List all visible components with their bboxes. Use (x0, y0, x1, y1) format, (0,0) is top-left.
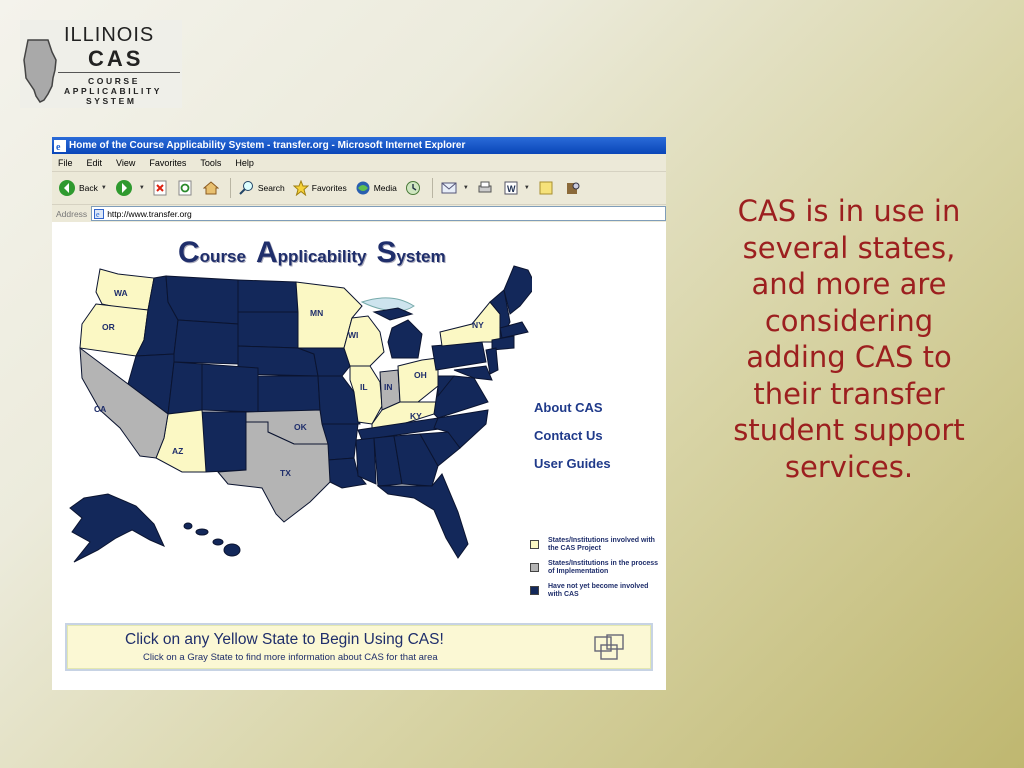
label-ky: KY (410, 411, 422, 421)
ie-icon (54, 140, 66, 152)
title-applicability: pplicability (277, 247, 367, 266)
edit-button[interactable] (504, 181, 530, 195)
menu-file[interactable]: File (58, 157, 73, 168)
media-button[interactable] (355, 180, 397, 196)
mail-dropdown-icon: ▼ (462, 185, 469, 191)
state-ak (70, 494, 164, 562)
star-icon (293, 180, 309, 196)
side-text-line: services. (784, 449, 914, 484)
svg-text:e: e (96, 209, 100, 219)
toolbar-separator (230, 178, 231, 198)
side-text-line: student support (733, 413, 965, 447)
logo-course-text: COURSE (88, 76, 140, 86)
logo-applicability-text: APPLICABILITY (64, 86, 163, 96)
menu-bar (52, 154, 666, 172)
side-text-line: their transfer (753, 376, 945, 411)
label-wa: WA (114, 288, 128, 298)
about-cas-link[interactable]: About CAS (534, 400, 603, 415)
title-s: S (376, 236, 397, 269)
legend-item-involved (530, 537, 660, 553)
slide-body-text (708, 193, 990, 485)
address-bar (52, 205, 666, 223)
address-label: Address (56, 208, 88, 219)
logo-divider (58, 72, 180, 73)
title-c: C (178, 236, 200, 269)
illinois-cas-logo (20, 20, 182, 108)
instruction-banner (65, 623, 653, 671)
banner-sub-text: Click on a Gray State to find more information about CAS for that area (143, 652, 438, 663)
mail-button[interactable] (441, 181, 469, 195)
edit-dropdown-icon: ▼ (523, 185, 530, 191)
cube-logo-icon (593, 633, 627, 661)
map-legend (530, 537, 660, 606)
legend-swatch-navy (530, 586, 539, 595)
forward-button[interactable] (115, 179, 145, 197)
state-ny (440, 302, 500, 346)
favorites-button[interactable] (293, 180, 347, 196)
address-url: http://www.transfer.org (107, 208, 192, 219)
label-az: AZ (172, 446, 184, 456)
discuss-button[interactable] (538, 180, 557, 196)
label-mn: MN (310, 308, 324, 318)
label-il: IL (360, 382, 368, 392)
state-sd (238, 312, 298, 348)
stop-button[interactable] (153, 180, 170, 196)
side-text-line: considering (764, 303, 934, 338)
forward-arrow-icon (115, 179, 133, 197)
messenger-button[interactable] (565, 180, 584, 196)
legend-label: Have not yet become involved with CAS (548, 583, 649, 599)
print-button[interactable] (477, 181, 496, 195)
mail-icon (441, 181, 457, 195)
media-icon (355, 180, 371, 196)
state-hi (184, 523, 240, 556)
state-nm (202, 412, 246, 472)
svg-text:W: W (506, 184, 516, 194)
label-or: OR (102, 322, 115, 332)
state-wy (174, 320, 238, 364)
state-pa (432, 342, 486, 370)
home-button[interactable] (203, 180, 222, 196)
legend-item-not-involved (530, 583, 660, 599)
state-nd (238, 280, 298, 312)
state-co (202, 364, 258, 412)
user-guides-link[interactable]: User Guides (534, 456, 611, 471)
research-icon (565, 180, 581, 196)
label-ca: CA (94, 404, 107, 414)
search-label: Search (257, 183, 285, 193)
state-mi-lower (388, 320, 422, 358)
history-button[interactable] (405, 180, 424, 196)
word-doc-icon (504, 181, 518, 195)
label-wi: WI (348, 330, 359, 340)
refresh-button[interactable] (178, 180, 195, 196)
back-dropdown-icon: ▼ (100, 185, 107, 191)
title-course: ourse (199, 247, 246, 266)
side-text-line: several states, (742, 230, 956, 265)
back-button[interactable] (58, 179, 107, 197)
side-text-line: and more are (751, 267, 947, 301)
menu-favorites[interactable]: Favorites (149, 157, 187, 168)
title-a: A (255, 236, 278, 269)
site-nav (534, 400, 611, 484)
state-ks (258, 376, 320, 412)
svg-text:e: e (56, 141, 61, 152)
back-label: Back (79, 183, 98, 193)
contact-us-link[interactable]: Contact Us (534, 428, 603, 443)
browser-toolbar (52, 172, 666, 205)
search-button[interactable] (239, 180, 285, 196)
legend-swatch-yellow (530, 540, 539, 549)
state-fl (378, 474, 468, 558)
logo-illinois-text: ILLINOIS (64, 24, 155, 46)
us-state-map (62, 262, 532, 612)
note-icon (538, 180, 554, 196)
legend-label: States/Institutions involved with the CAS Project (548, 537, 655, 553)
toolbar-separator-2 (432, 178, 433, 198)
logo-cas-text: CAS (88, 46, 144, 71)
menu-edit[interactable]: Edit (86, 157, 103, 168)
side-text-line: CAS is in use in (737, 194, 961, 228)
menu-help[interactable]: Help (235, 157, 254, 168)
history-icon (405, 180, 421, 196)
state-oh (398, 358, 438, 402)
legend-label: States/Institutions in the process of Implementation (548, 560, 659, 576)
window-title: Home of the Course Applicability System - transfer.org - Microsoft Internet Explorer (69, 140, 466, 151)
label-in: IN (384, 382, 393, 392)
illinois-state-icon (22, 38, 60, 104)
label-ok: OK (294, 422, 307, 432)
refresh-icon (178, 180, 192, 196)
forward-dropdown-icon: ▼ (138, 185, 145, 191)
state-ut (168, 362, 202, 414)
menu-tools[interactable]: Tools (200, 157, 222, 168)
menu-view[interactable]: View (116, 157, 136, 168)
state-mt (166, 276, 238, 324)
back-arrow-icon (58, 179, 76, 197)
label-oh: OH (414, 370, 427, 380)
state-me (504, 266, 532, 314)
address-field[interactable] (91, 206, 666, 221)
browser-screenshot (52, 137, 666, 690)
banner-main-text: Click on any Yellow State to Begin Using CAS! (125, 631, 444, 648)
label-ny: NY (472, 320, 484, 330)
webpage-content (52, 222, 666, 690)
printer-icon (477, 181, 493, 195)
media-label: Media (373, 183, 397, 193)
side-text-line: adding CAS to (746, 340, 952, 374)
window-titlebar (52, 137, 666, 154)
legend-swatch-gray (530, 563, 539, 572)
home-icon (203, 180, 219, 196)
label-tx: TX (280, 468, 291, 478)
legend-item-implementation (530, 560, 660, 576)
search-icon (239, 180, 255, 196)
title-system: ystem (396, 247, 446, 266)
stop-icon (153, 180, 167, 196)
page-icon (94, 209, 104, 219)
logo-system-text: SYSTEM (86, 96, 137, 106)
favorites-label: Favorites (311, 183, 347, 193)
